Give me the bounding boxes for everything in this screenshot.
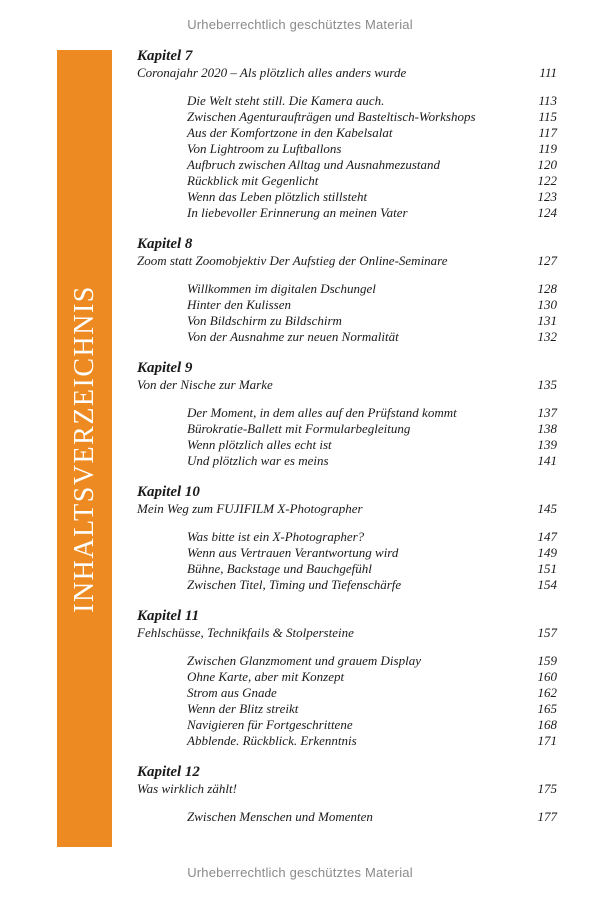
chapter-title: Coronajahr 2020 – Als plötzlich alles anders wurde <box>137 65 407 80</box>
chapter-title: Von der Nische zur Marke <box>137 377 273 392</box>
chapter-title-row[interactable] <box>137 501 557 517</box>
page-number: 117 <box>538 125 557 140</box>
section-row[interactable] <box>137 313 557 329</box>
section-row[interactable] <box>137 453 557 469</box>
section-title: Von Lightroom zu Luftballons <box>187 141 342 156</box>
chapter-title-row[interactable] <box>137 625 557 641</box>
page-number: 122 <box>537 173 557 188</box>
section-title: Bühne, Backstage und Bauchgefühl <box>187 561 372 576</box>
section-row[interactable] <box>137 297 557 313</box>
page-number: 124 <box>537 205 557 220</box>
section-row[interactable] <box>137 141 557 157</box>
chapter-label: Kapitel 9 <box>137 360 193 376</box>
section-title: Zwischen Agenturaufträgen und Basteltisch-Workshops <box>187 109 476 124</box>
page-number: 162 <box>537 685 557 700</box>
chapter-label: Kapitel 8 <box>137 236 193 252</box>
section-title: Navigieren für Fortgeschrittene <box>187 717 353 732</box>
chapter-block <box>137 763 557 825</box>
page-number: 123 <box>537 189 557 204</box>
section-row[interactable] <box>137 733 557 749</box>
section-row[interactable] <box>137 157 557 173</box>
chapter-title: Mein Weg zum FUJIFILM X-Photographer <box>137 501 363 516</box>
section-row[interactable] <box>137 717 557 733</box>
section-title: Bürokratie-Ballett mit Formularbegleitung <box>187 421 411 436</box>
section-row[interactable] <box>137 545 557 561</box>
section-title: Abblende. Rückblick. Erkenntnis <box>187 733 357 748</box>
page-number: 115 <box>538 109 557 124</box>
section-title: In liebevoller Erinnerung an meinen Vater <box>187 205 408 220</box>
page-number: 135 <box>537 377 557 392</box>
section-title: Die Welt steht still. Die Kamera auch. <box>187 93 385 108</box>
page-number: 138 <box>537 421 557 436</box>
page-number: 145 <box>537 501 557 516</box>
section-row[interactable] <box>137 205 557 221</box>
section-row[interactable] <box>137 809 557 825</box>
page-number: 111 <box>539 65 557 80</box>
chapter-title-row[interactable] <box>137 781 557 797</box>
page-number: 171 <box>537 733 557 748</box>
page-number: 157 <box>537 625 557 640</box>
page-number: 139 <box>537 437 557 452</box>
page-number: 177 <box>537 809 557 824</box>
section-row[interactable] <box>137 93 557 109</box>
chapter-label: Kapitel 12 <box>137 764 200 780</box>
table-of-contents <box>137 47 557 839</box>
page-number: 175 <box>537 781 557 796</box>
page-number: 130 <box>537 297 557 312</box>
section-title: Von Bildschirm zu Bildschirm <box>187 313 342 328</box>
page-number: 165 <box>537 701 557 716</box>
section-row[interactable] <box>137 189 557 205</box>
section-title: Zwischen Titel, Timing und Tiefenschärfe <box>187 577 402 592</box>
page-number: 120 <box>537 157 557 172</box>
section-row[interactable] <box>137 173 557 189</box>
page-number: 151 <box>537 561 557 576</box>
chapter-label: Kapitel 10 <box>137 484 200 500</box>
section-title: Wenn das Leben plötzlich stillsteht <box>187 189 368 204</box>
page-number: 141 <box>537 453 557 468</box>
section-row[interactable] <box>137 685 557 701</box>
chapter-block <box>137 483 557 593</box>
page-number: 160 <box>537 669 557 684</box>
chapter-block <box>137 359 557 469</box>
page-number: 147 <box>537 529 557 544</box>
chapter-label: Kapitel 11 <box>137 608 200 624</box>
section-title: Willkommen im digitalen Dschungel <box>187 281 376 296</box>
page-number: 137 <box>537 405 557 420</box>
section-title: Aus der Komfortzone in den Kabelsalat <box>187 125 393 140</box>
section-title: Und plötzlich war es meins <box>187 453 329 468</box>
chapter-title-row[interactable] <box>137 253 557 269</box>
section-row[interactable] <box>137 437 557 453</box>
page-number: 149 <box>537 545 557 560</box>
toc-heading: INHALTSVERZEICHNIS <box>68 284 100 613</box>
page-number: 154 <box>537 577 557 592</box>
chapter-title: Fehlschüsse, Technikfails & Stolpersteine <box>137 625 354 640</box>
section-title: Wenn plötzlich alles echt ist <box>187 437 332 452</box>
section-row[interactable] <box>137 701 557 717</box>
section-title: Zwischen Menschen und Momenten <box>187 809 373 824</box>
section-row[interactable] <box>137 281 557 297</box>
chapter-title-row[interactable] <box>137 377 557 393</box>
section-title: Von der Ausnahme zur neuen Normalität <box>187 329 399 344</box>
chapter-title: Was wirklich zählt! <box>137 781 237 796</box>
chapter-block <box>137 235 557 345</box>
section-title: Zwischen Glanzmoment und grauem Display <box>187 653 421 668</box>
section-row[interactable] <box>137 125 557 141</box>
section-title: Wenn aus Vertrauen Verantwortung wird <box>187 545 399 560</box>
page-number: 119 <box>538 141 557 156</box>
section-row[interactable] <box>137 529 557 545</box>
chapter-label: Kapitel 7 <box>137 48 193 64</box>
chapter-title: Zoom statt Zoomobjektiv Der Aufstieg der Online-Seminare <box>137 253 448 268</box>
chapter-block <box>137 47 557 221</box>
page-number: 113 <box>538 93 557 108</box>
sidebar-banner <box>57 50 112 847</box>
section-row[interactable] <box>137 109 557 125</box>
page-number: 168 <box>537 717 557 732</box>
section-title: Aufbruch zwischen Alltag und Ausnahmezustand <box>187 157 441 172</box>
watermark-top: Urheberrechtlich geschütztes Material <box>187 17 413 32</box>
section-title: Rückblick mit Gegenlicht <box>187 173 319 188</box>
section-row[interactable] <box>137 561 557 577</box>
section-title: Hinter den Kulissen <box>187 297 291 312</box>
section-title: Ohne Karte, aber mit Konzept <box>187 669 345 684</box>
section-row[interactable] <box>137 329 557 345</box>
section-title: Was bitte ist ein X-Photographer? <box>187 529 365 544</box>
page-number: 159 <box>537 653 557 668</box>
section-title: Wenn der Blitz streikt <box>187 701 299 716</box>
chapter-block <box>137 607 557 749</box>
section-row[interactable] <box>137 669 557 685</box>
page-number: 127 <box>537 253 557 268</box>
page-number: 131 <box>537 313 557 328</box>
section-title: Strom aus Gnade <box>187 685 277 700</box>
section-row[interactable] <box>137 421 557 437</box>
watermark-bottom: Urheberrechtlich geschütztes Material <box>187 865 413 880</box>
page-number: 128 <box>537 281 557 296</box>
section-row[interactable] <box>137 405 557 421</box>
section-title: Der Moment, in dem alles auf den Prüfstand kommt <box>187 405 457 420</box>
page-number: 132 <box>537 329 557 344</box>
section-row[interactable] <box>137 577 557 593</box>
section-row[interactable] <box>137 653 557 669</box>
chapter-title-row[interactable] <box>137 65 557 81</box>
